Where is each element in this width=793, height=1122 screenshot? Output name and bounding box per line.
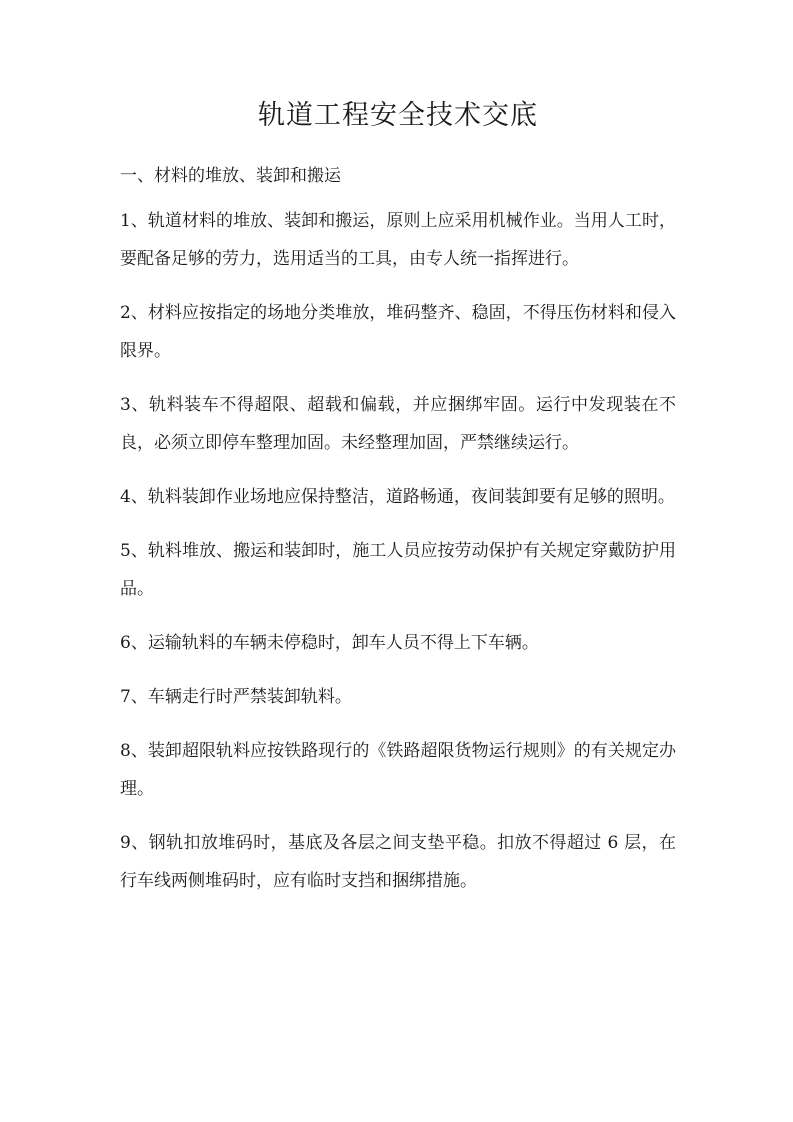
document-page	[120, 0, 676, 900]
paragraph-1: 1、轨道材料的堆放、装卸和搬运，原则上应采用机械作业。当用人工时，要配备足够的劳力，选用适当的工具，由专人统一指挥进行。	[120, 211, 676, 269]
paragraph-3: 3、轨料装车不得超限、超载和偏载，并应捆绑牢固。运行中发现装在不良，必须立即停车整理加固。未经整理加固，严禁继续运行。	[120, 395, 676, 453]
paragraph-2: 2、材料应按指定的场地分类堆放，堆码整齐、稳固，不得压伤材料和侵入限界。	[120, 303, 676, 361]
paragraph-7: 7、车辆走行时严禁装卸轨料。	[120, 687, 352, 707]
paragraph-9: 9、钢轨扣放堆码时，基底及各层之间支垫平稳。扣放不得超过 6 层，在行车线两侧堆码时，应有临时支挡和捆绑措施。	[120, 833, 676, 891]
document-title: 轨道工程安全技术交底	[258, 100, 538, 131]
paragraph-6: 6、运输轨料的车辆未停稳时，卸车人员不得上下车辆。	[120, 633, 539, 653]
paragraph-5: 5、轨料堆放、搬运和装卸时，施工人员应按劳动保护有关规定穿戴防护用品。	[120, 541, 676, 599]
paragraph-4: 4、轨料装卸作业场地应保持整洁，道路畅通，夜间装卸要有足够的照明。	[120, 487, 675, 507]
paragraph-8: 8、装卸超限轨料应按铁路现行的《铁路超限货物运行规则》的有关规定办理。	[120, 741, 676, 799]
section-heading: 一、材料的堆放、装卸和搬运	[120, 166, 341, 186]
